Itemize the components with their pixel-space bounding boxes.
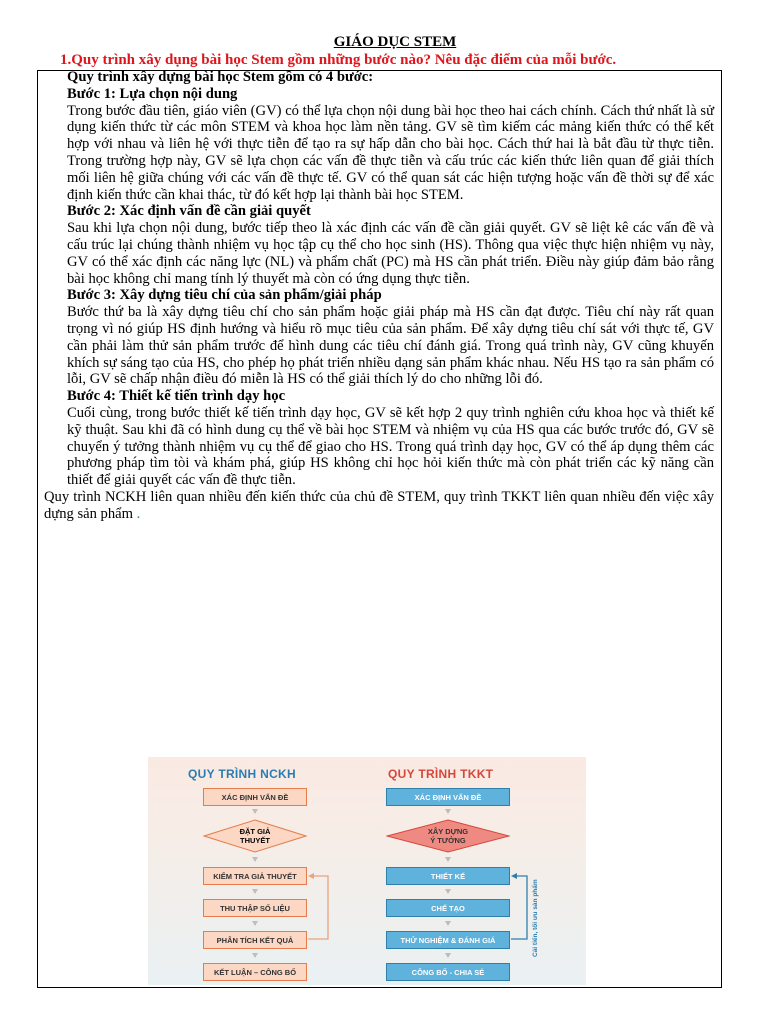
tkkt-step-3: THIẾT KẾ [386,867,510,885]
arrow-down-icon [252,857,258,862]
step-2-body: Sau khi lựa chọn nội dung, bước tiếp theo là xác định các vấn đề cần giải quyết. GV sẽ liệt kê các vấn đề và cấu trúc lại chúng thành nhiệm vụ học tập cụ thể cho học sinh (HS). Thông qua việc thực hiện nhiệm vụ này, GV có thể xác định các năng lực (NL) và phẩm chất (PC) mà HS cần phát triển. Điều này giúp đảm bảo rằng bài học không chỉ mang tính lý thuyết mà còn có ứng dụng thực tiễn. [67,220,714,287]
side-label: Cải tiến, tối ưu sản phẩm [532,879,539,957]
tkkt-step-5: THỬ NGHIỆM & ĐÁNH GIÁ [386,931,510,949]
arrow-down-icon [445,809,451,814]
step-4-body: Cuối cùng, trong bước thiết kế tiến trình dạy học, GV sẽ kết hợp 2 quy trình nghiên cứu khoa học và thiết kế kỹ thuật. Sau khi đã có hình dung cụ thể về bài học STEM và nhiệm vụ của HS qua các bước trước đó, GV sẽ chuyển ý tưởng thành nhiệm vụ cụ thể để giao cho HS. Trong quá trình dạy học, GV có thể áp dụng thêm các phương pháp tìm tòi và khám phá, giúp HS không chỉ học hỏi kiến thức mà còn phát triển các kỹ năng cần thiết để giải quyết các vấn đề thực tiễn. [67,404,714,489]
tkkt-step-4: CHẾ TẠO [386,899,510,917]
tkkt-title: QUY TRÌNH TKKT [388,767,494,781]
question-text: 1.Quy trình xây dụng bài học Stem gồm những bước nào? Nêu đặc điểm của mỗi bước. [60,52,617,68]
arrow-down-icon [445,889,451,894]
summary-note [44,489,714,523]
arrow-down-icon [252,889,258,894]
summary-note-text: Quy trình NCKH liên quan nhiều đến kiến thức của chủ đề STEM, quy trình TKKT liên quan nhiều đến việc xây dựng sản phẩm [44,489,714,522]
nckh-title: QUY TRÌNH NCKH [188,767,296,781]
process-diagram [148,757,586,985]
feedback-loop-icon [306,869,336,943]
intro-heading: Quy trình xây dựng bài học Stem gồm có 4 bước: [67,69,374,85]
arrow-down-icon [445,953,451,958]
arrow-down-icon [445,921,451,926]
tkkt-step-6: CÔNG BỐ - CHIA SẺ [386,963,510,981]
step-3-heading: Bước 3: Xây dựng tiêu chí của sản phẩm/giải pháp [67,287,382,304]
nckh-step-6: KẾT LUẬN – CÔNG BỐ [203,963,307,981]
arrow-down-icon [252,921,258,926]
step-2-heading: Bước 2: Xác định vấn đề cần giải quyết [67,203,311,220]
step-4-heading: Bước 4: Thiết kế tiến trình dạy học [67,388,286,405]
content-body [67,69,714,489]
tkkt-step-1: XÁC ĐỊNH VẤN ĐỀ [386,788,510,806]
step-1-body: Trong bước đầu tiên, giáo viên (GV) có thể lựa chọn nội dung bài học theo hai cách chính. Cách thứ nhất là sử dụng kiến thức từ các môn STEM và khoa học làm nền tảng. GV sẽ tìm kiếm các mảng kiến thức có thể kết hợp với nhau và liên hệ với thực tiễn để tạo ra sự hấp dẫn cho bài học. Cách thứ hai là bắt đầu từ thực tiễn. Trong trường hợp này, GV sẽ lựa chọn các vấn đề thực tiễn và cấu trúc các kiến thức liên quan để giải thích mối liên hệ giữa chúng với các vấn đề thực tế. GV có thể quan sát các hiện tượng hoặc vấn đề thời sự để xác định kiến thức cần khai thác, từ đó kết hợp lại thành bài học STEM. [67,102,714,203]
step-1-heading: Bước 1: Lựa chọn nội dung [67,85,238,102]
tkkt-step-2 [386,819,510,853]
arrow-down-icon [252,953,258,958]
doc-title: GIÁO DỤC STEM [333,34,457,50]
nckh-step-5: PHÂN TÍCH KẾT QUẢ [203,931,307,949]
step-3-body: Bước thứ ba là xây dựng tiêu chí cho sản phẩm hoặc giải pháp mà HS cần đạt được. Tiêu chí này rất quan trọng vì nó giúp HS định hướng và hiểu rõ mục tiêu của sản phẩm. Để xây dựng tiêu chí sát với thực tế, GV cần phải làm thử sản phẩm trước để hình dung các tiêu chí đánh giá. Trong quá trình này, GV cũng khuyến khích sự sáng tạo của HS, cho phép họ phát triển nhiều dạng sản phẩm khác nhau. Nếu HS tạo ra sản phẩm có lỗi, GV sẽ chấp nhận điều đó miễn là HS có thể giải thích lý do cho những lỗi đó. [67,304,714,388]
summary-note-end: . [136,505,141,522]
nckh-step-2-label: ĐẶT GIẢ THUYẾT [239,827,271,845]
arrow-down-icon [445,857,451,862]
nckh-step-2 [203,819,307,853]
nckh-step-1: XÁC ĐỊNH VẤN ĐỀ [203,788,307,806]
nckh-step-3: KIỂM TRA GIẢ THUYẾT [203,867,307,885]
nckh-step-4: THU THẬP SỐ LIỆU [203,899,307,917]
arrow-down-icon [252,809,258,814]
tkkt-step-2-label: XÂY DỰNG Ý TƯỞNG [427,827,469,845]
